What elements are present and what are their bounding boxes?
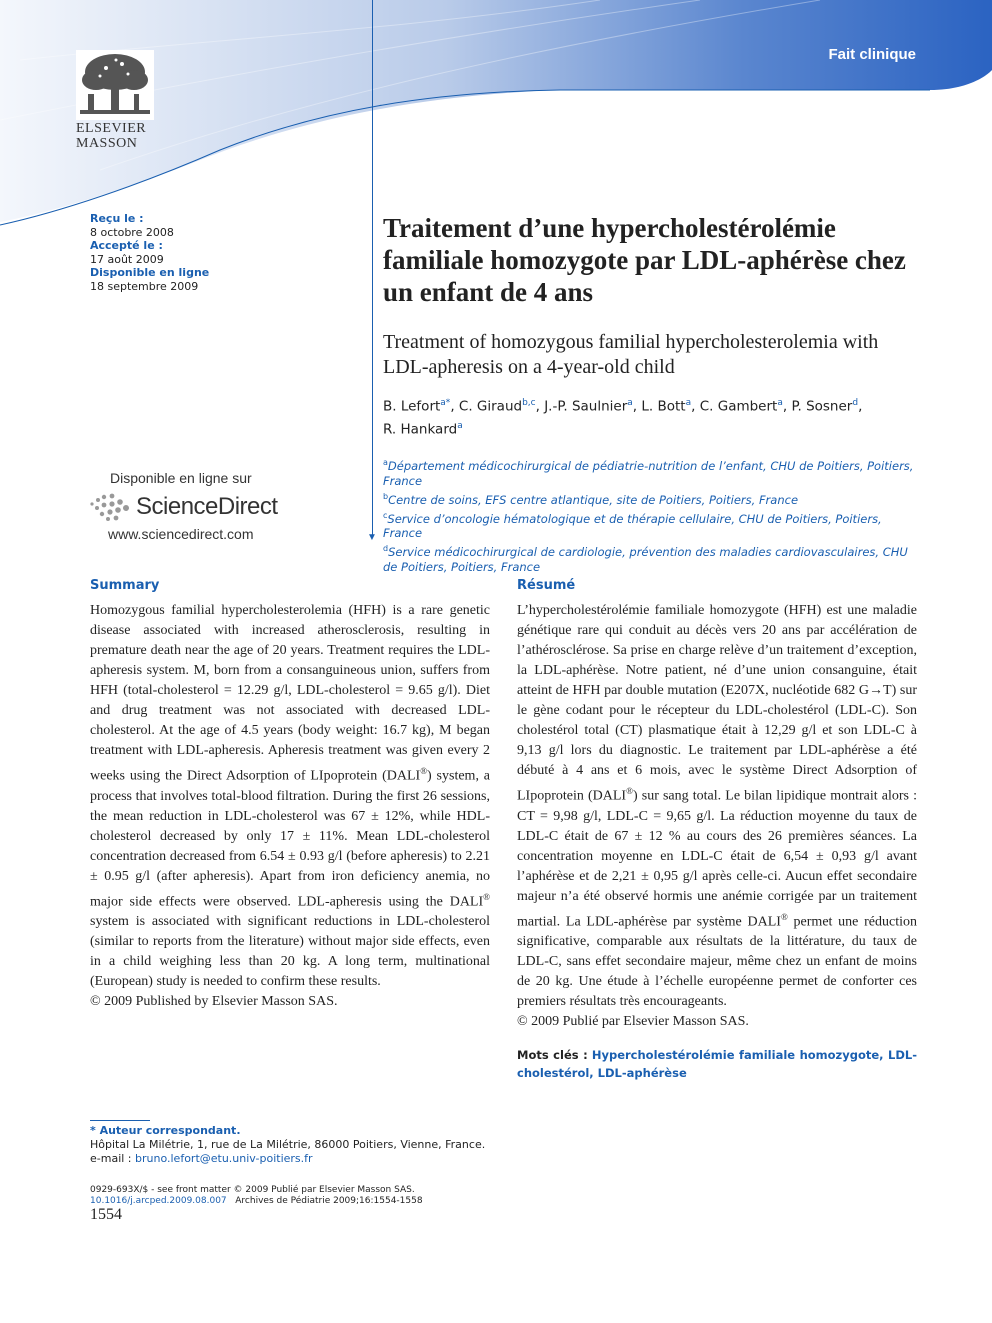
corresponding-label: * Auteur correspondant. — [90, 1124, 241, 1137]
received-label: Reçu le : — [90, 212, 144, 225]
summary-copyright: © 2009 Published by Elsevier Masson SAS. — [90, 994, 338, 1010]
sciencedirect-url[interactable]: www.sciencedirect.com — [108, 526, 254, 542]
resume-section — [517, 578, 917, 1032]
logo-line-1: ELSEVIER — [76, 121, 147, 136]
author[interactable]: P. Sosner — [791, 398, 853, 415]
article-title-en: Treatment of homozygous familial hypercholesterolemia with LDL-apheresis on a 4-year-old child — [383, 331, 879, 378]
accepted-label: Accepté le : — [90, 239, 163, 252]
author[interactable]: B. Lefort — [383, 398, 441, 415]
email-link[interactable]: bruno.lefort@etu.univ-poitiers.fr — [135, 1152, 313, 1165]
affiliation: $^a$Département médicochirurgical de pédiatrie-nutrition de l’enfant, CHU de Poitiers, Poitiers, France — [383, 458, 914, 488]
resume-copyright: © 2009 Publié par Elsevier Masson SAS. — [517, 1014, 749, 1030]
received-value: 8 octobre 2008 — [90, 225, 174, 239]
article-dates — [90, 212, 209, 293]
corresponding-author-note — [90, 1124, 485, 1166]
publication-meta — [90, 1185, 423, 1207]
sciencedirect-badge[interactable] — [88, 470, 288, 542]
journal-ref: Archives de Pédiatrie 2009;16:1554-1558 — [235, 1196, 423, 1206]
keywords-value[interactable]: Hypercholestérolémie familiale homozygote, LDL-cholestérol, LDL-aphérèse — [517, 1048, 917, 1080]
sciencedirect-top-text: Disponible en ligne sur — [110, 470, 252, 486]
resume-heading: Résumé — [517, 578, 576, 593]
vertical-divider — [372, 0, 373, 538]
affiliation: $^d$Service médicochirurgical de cardiologie, prévention des maladies cardiovasculaires, CHU de Poitiers, Poitiers, France — [383, 544, 908, 575]
elsevier-tree-icon — [76, 50, 154, 120]
publisher-logo[interactable] — [76, 50, 156, 150]
author[interactable]: R. Hankard — [383, 421, 458, 437]
corresponding-address: Hôpital La Milétrie, 1, rue de La Milétrie, 86000 Poitiers, Vienne, France. — [90, 1138, 486, 1151]
keywords-label: Mots clés : — [517, 1048, 588, 1062]
sciencedirect-dots-icon — [88, 492, 130, 522]
issn-line: 0929-693X/$ - see front matter © 2009 Publié par Elsevier Masson SAS. — [90, 1185, 415, 1195]
keywords — [517, 1046, 917, 1082]
author[interactable]: J.-P. Saulnier — [544, 398, 628, 415]
author[interactable]: C. Gambert — [699, 398, 778, 415]
author[interactable]: C. Giraud — [458, 398, 523, 415]
online-label: Disponible en ligne — [90, 266, 210, 279]
resume-body: L’hypercholestérolémie familiale homozygote (HFH) est une maladie génétique rare qui conduit au décès vers 20 ans par accélération de l’athérosclérose. Sa prise en charge relève d’un traitement d’exception, la LDL-aphérèse. Notre patient, né d’une union consanguine, était atteint de HFH par double mutation (E207X, nucléotide 682 G→T) sur le gène codant pour le récepteur du LDL-cholestérol (LDL-C). Son cholestérol total (CT) plasmatique était à 12,29 g/l et son LDL-C à 9,13 g/l lors du diagnostic. Le traitement par LDL-aphérèse a été débuté à 4 ans et 6 mois, avec le système Direct Adsorption of LIpoprotein (DALI®) sur sang total. Le bilan lipidique montrait alors : CT = 9,98 g/l, LDL-C = 9,65 g/l. La réduction moyenne du taux de LDL-C était de 67 ± 12 % au cours des 26 premières séances. La concentration moyenne en LDL-C était de 6,54 ± 0,93 g/l avant l’aphérèse et de 2,21 ± 0,95 g/l après celle-ci. Aucun effet secondaire majeur n’a été observé hormis une anémie corrigée par un traitement martial. La LDL-aphérèse par système DALI® permet une réduction significative, comparable aux résultats de la littérature, du taux de LDL-C, sans effet secondaire majeur, même chez un enfant de moins de 20 kg. Une étude à l’échelle européenne permet de conforter ces premiers résultats très encourageants. — [517, 603, 918, 1010]
section-label: Fait clinique — [828, 46, 916, 63]
arrow-down-icon: ▼ — [367, 532, 377, 543]
author-list: B. Lefort$^{a*}$, C. Giraud$^{b,c}$, J.-P. Saulnier$^a$, L. Bott$^a$, C. Gambert$^a$, P. Sosner$^d$, R. Hankard$^a$ — [383, 398, 863, 437]
footnote-divider — [90, 1120, 150, 1121]
author[interactable]: L. Bott — [641, 398, 686, 415]
summary-body: Homozygous familial hypercholesterolemia (HFH) is a rare genetic disease associated with increased atherosclerosis, resulting in premature death near the age of 20 years. Treatment requires the LDL-apheresis system. M, born from a consanguineous union, suffers from HFH (total-cholesterol = 12.29 g/l, LDL-cholesterol = 9.65 g/l). Diet and drug treatment was not associated with decreased LDL-cholesterol. At the age of 4.5 years (body weight: 16.7 kg), M began treatment with LDL-apheresis. Apheresis treatment was given every 2 weeks using the Direct Adsorption of LIpoprotein (DALI®) system, a process that involves total-blood filtration. During the first 26 sessions, the mean reduction in LDL-cholesterol was 67 ± 12%, while HDL-cholesterol decreased by only 17 ± 11%. Mean LDL-cholesterol concentration decreased from 6.54 ± 0.93 g/l (before apheresis) to 2.21 ± 0.95 g/l (after apheresis). Apart from iron deficiency anemia, no major side effects were observed. LDL-apheresis using the DALI® system is associated with significant reductions in LDL-cholesterol (similar to reports from the literature) without major side effects, even in a child weighing less than 20 kg. A long term, multinational (European) study is needed to confirm these results. — [90, 603, 491, 990]
summary-heading: Summary — [90, 578, 160, 593]
summary-section — [90, 578, 490, 1012]
doi-link[interactable]: 10.1016/j.arcped.2009.08.007 — [90, 1196, 227, 1206]
logo-line-2: MASSON — [76, 136, 138, 151]
article-title-fr: Traitement d’une hypercholestérolémie familiale homozygote par LDL-aphérèse chez un enfant de 4 ans — [383, 213, 906, 307]
affiliation: $^c$Service d’oncologie hématologique et de thérapie cellulaire, CHU de Poitiers, Poitiers, France — [383, 510, 882, 541]
online-value: 18 septembre 2009 — [90, 279, 199, 293]
title-area — [383, 212, 923, 575]
accepted-value: 17 août 2009 — [90, 252, 164, 266]
sciencedirect-name: ScienceDirect — [136, 493, 278, 520]
page-number: 1554 — [90, 1206, 122, 1223]
email-line: e-mail : bruno.lefort@etu.univ-poitiers.fr — [90, 1152, 313, 1165]
affiliation-list — [383, 455, 923, 575]
affiliation: $^b$Centre de soins, EFS centre atlantique, site de Poitiers, Poitiers, France — [383, 491, 799, 507]
